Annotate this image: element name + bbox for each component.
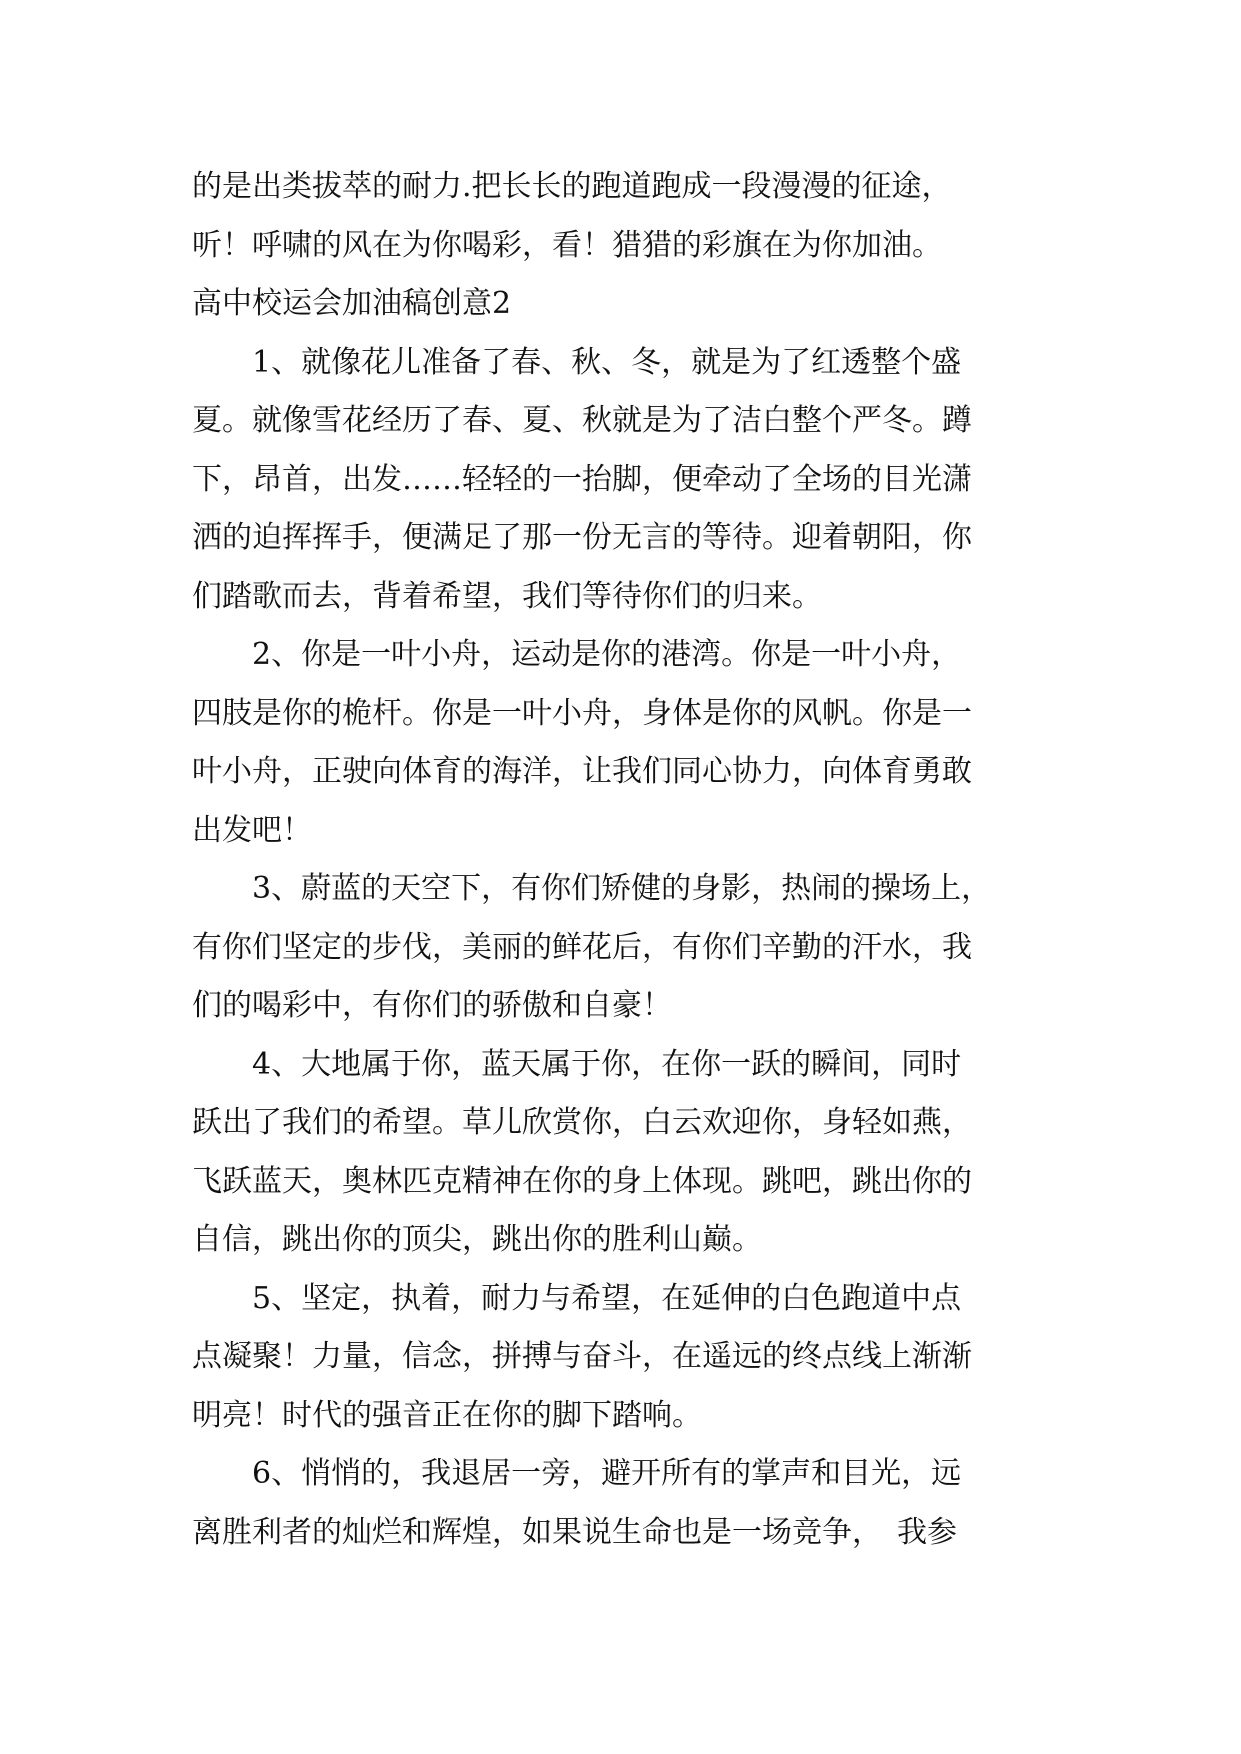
text-line: 们踏歌而去，背着希望，我们等待你们的归来。: [192, 578, 822, 614]
text-line: 的是出类拔萃的耐力.把长长的跑道跑成一段漫漫的征途，: [192, 169, 952, 204]
text-line: 自信，跳出你的顶尖，跳出你的胜利山巅。: [192, 1222, 762, 1257]
text-line: 出发吧！: [192, 812, 312, 848]
text-line: 四肢是你的桅杆。你是一叶小舟，身体是你的风帆。你是一: [192, 695, 972, 731]
document-body: [192, 158, 1072, 1562]
text-line: 飞跃蓝天，奥林匹克精神在你的身上体现。跳吧，跳出你的: [192, 1163, 972, 1199]
text-line: 有你们坚定的步伐，美丽的鲜花后，有你们辛勤的汗水，我: [192, 929, 972, 965]
text-line: 叶小舟，正驶向体育的海洋，让我们同心协力，向体育勇敢: [192, 754, 972, 789]
text-line: 跃出了我们的希望。草儿欣赏你，白云欢迎你，身轻如燕，: [192, 1105, 972, 1140]
paragraph-start-4: 4、大地属于你，蓝天属于你，在你一跃的瞬间，同时: [252, 1046, 962, 1082]
paragraph-start-2: 2、你是一叶小舟，运动是你的港湾。你是一叶小舟，: [252, 637, 962, 672]
text-line: 洒的迫挥挥手，便满足了那一份无言的等待。迎着朝阳，你: [192, 520, 972, 555]
text-line: 听！呼啸的风在为你喝彩，看！猎猎的彩旗在为你加油。: [192, 227, 942, 263]
text-line: 点凝聚！力量，信念，拼搏与奋斗，在遥远的终点线上渐渐: [192, 1339, 972, 1374]
text-line: 明亮！时代的强音正在你的脚下踏响。: [192, 1397, 702, 1433]
section-heading: 高中校运会加油稿创意2: [192, 286, 512, 321]
paragraph-start-6: 6、悄悄的，我退居一旁，避开所有的掌声和目光，远: [252, 1456, 962, 1491]
text-line: 离胜利者的灿烂和辉煌，如果说生命也是一场竞争， 我参: [192, 1514, 957, 1550]
text-line: 夏。就像雪花经历了春、夏、秋就是为了洁白整个严冬。蹲: [192, 403, 972, 438]
text-line: 们的喝彩中，有你们的骄傲和自豪！: [192, 988, 672, 1023]
paragraph-start-3: 3、蔚蓝的天空下，有你们矫健的身影，热闹的操场上，: [252, 871, 992, 906]
text-line: 下，昂首，出发……轻轻的一抬脚，便牵动了全场的目光潇: [192, 461, 972, 497]
paragraph-start-5: 5、坚定，执着，耐力与希望，在延伸的白色跑道中点: [252, 1280, 962, 1316]
paragraph-start-1: 1、就像花儿准备了春、秋、冬，就是为了红透整个盛: [252, 344, 962, 380]
